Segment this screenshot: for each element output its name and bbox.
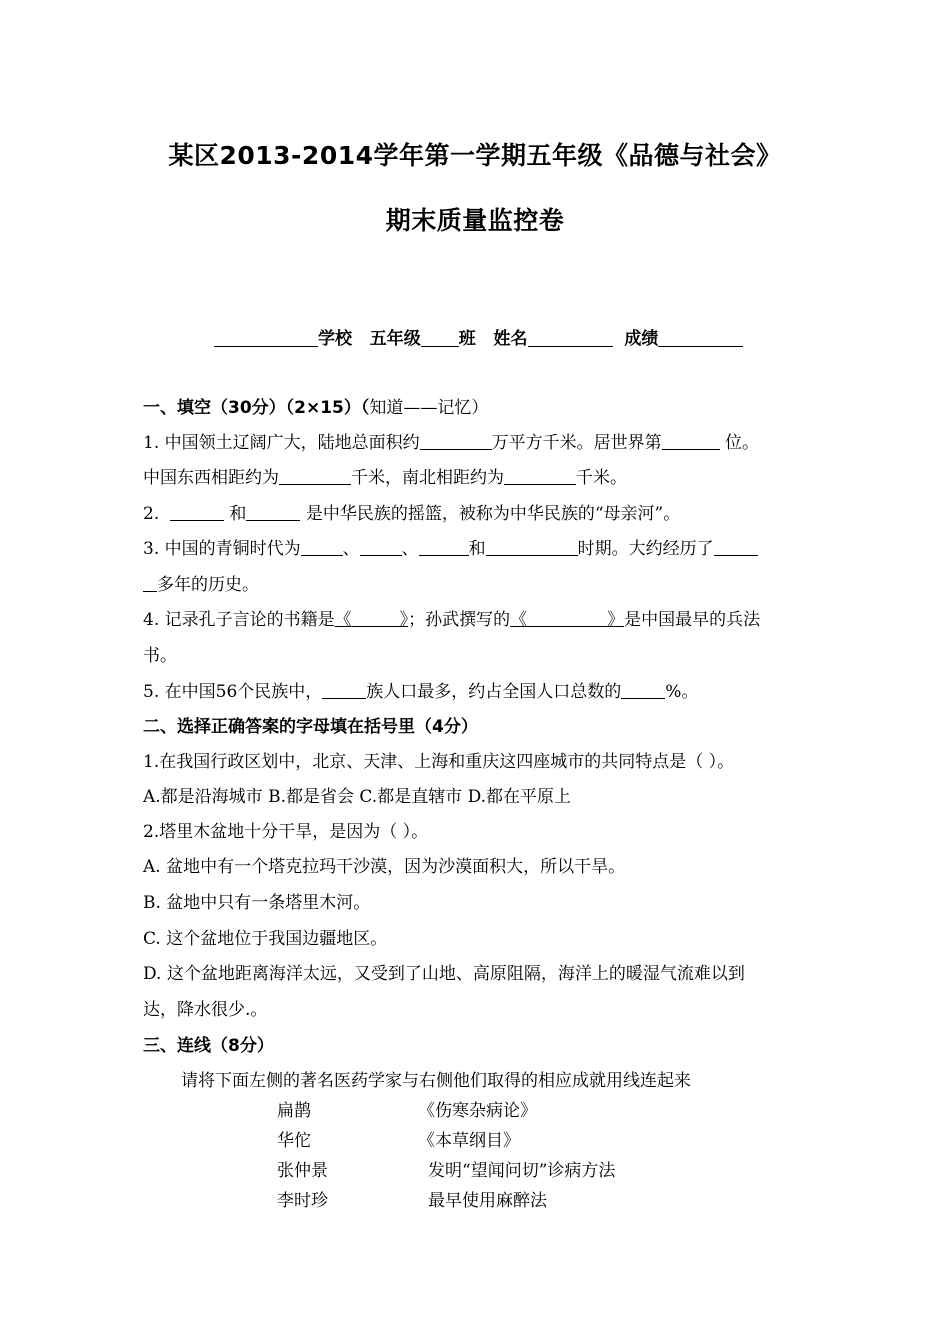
section2-heading: 二、选择正确答案的字母填在括号里（4分） [143, 717, 478, 737]
left-item[interactable]: 扁鹊 [277, 1101, 311, 1121]
q4-line1: 4. 记录孔子言论的书籍是《 》；孙武撰写的《 》是中国最早的兵法 [143, 610, 761, 630]
sec3-instruction: 请将下面左侧的著名医药学家与右侧他们取得的相应成就用线连起来 [181, 1071, 691, 1091]
q3-blank-years[interactable] [714, 538, 758, 556]
sec2-q1: 1.在我国行政区划中，北京、天津、上海和重庆这四座城市的共同特点是（ ）。 [143, 752, 735, 772]
name-label: 姓名 [493, 329, 528, 349]
left-item[interactable]: 华佗 [277, 1131, 311, 1151]
name-blank[interactable] [528, 328, 613, 347]
q3-blank-3[interactable] [419, 538, 469, 556]
section1-heading: 一、填空（30分）（2×15）（知道——记忆） [143, 398, 489, 418]
q1-line1: 1. 中国领土辽阔广大，陆地总面积约 万平方千米。居世界第 位。 [143, 433, 760, 453]
exam-title: 某区2013-2014学年第一学期五年级《品德与社会》 [168, 141, 782, 170]
school-label: 学校 [318, 329, 352, 349]
q4-blank-2[interactable] [527, 609, 607, 627]
q4-blank-1[interactable] [352, 609, 400, 627]
q4-line2: 书。 [143, 646, 177, 666]
q3-line2: 多年的历史。 [143, 574, 259, 596]
right-item[interactable]: 最早使用麻醉法 [428, 1191, 547, 1211]
sec2-q2-option-c: C. 这个盆地位于我国边疆地区。 [143, 929, 388, 949]
q5-blank-2[interactable] [621, 681, 665, 699]
section3-heading: 三、连线（8分） [143, 1036, 274, 1056]
score-label: 成绩 [624, 329, 659, 349]
q1-blank-rank[interactable] [662, 432, 720, 450]
exam-subtitle: 期末质量监控卷 [385, 206, 565, 235]
sec2-q2: 2.塔里木盆地十分干旱，是因为（ ）。 [143, 822, 429, 842]
sec2-q2-option-d-line1: D. 这个盆地距离海洋太远，又受到了山地、高原阻隔，海洋上的暖湿气流难以到 [143, 964, 745, 984]
q2-blank-1[interactable] [170, 503, 224, 521]
right-item[interactable]: 发明“望闻问切”诊病方法 [428, 1161, 616, 1181]
q3-blank-years-cont [143, 574, 157, 592]
left-item[interactable]: 张仲景 [277, 1161, 328, 1181]
q2-blank-2[interactable] [246, 503, 300, 521]
sec2-q1-options: A.都是沿海城市 B.都是省会 C.都是直辖市 D.都在平原上 [143, 787, 572, 807]
q1-blank-ns[interactable] [504, 467, 576, 485]
q3-blank-2[interactable] [360, 538, 402, 556]
q5-line: 5. 在中国56个民族中， 族人口最多，约占全国人口总数的 %。 [143, 682, 699, 702]
right-item[interactable]: 《伤寒杂病论》 [418, 1101, 537, 1121]
q1-blank-ew[interactable] [279, 467, 351, 485]
q5-blank-1[interactable] [322, 681, 366, 699]
q2-line: 2. 和 是中华民族的摇篮，被称为中华民族的“母亲河”。 [143, 504, 681, 524]
q3-blank-4[interactable] [486, 538, 578, 556]
q3-blank-1[interactable] [301, 538, 343, 556]
q1-blank-area[interactable] [420, 432, 492, 450]
sec2-q2-option-a: A. 盆地中有一个塔克拉玛干沙漠，因为沙漠面积大，所以干旱。 [143, 857, 626, 877]
class-blank[interactable] [421, 328, 459, 347]
q3-line1: 3. 中国的青铜时代为 、 、 和 时期。大约经历了 [143, 538, 758, 560]
score-blank[interactable] [658, 328, 743, 347]
right-item[interactable]: 《本草纲目》 [418, 1131, 520, 1151]
student-info-line [214, 324, 814, 349]
q1-line2: 中国东西相距约为 千米，南北相距约为 千米。 [143, 468, 627, 488]
grade-label: 五年级 [369, 329, 421, 349]
sec2-q2-option-b: B. 盆地中只有一条塔里木河。 [143, 893, 371, 913]
left-item[interactable]: 李时珍 [277, 1191, 328, 1211]
sec2-q2-option-d-line2: 达，降水很少.。 [143, 1000, 268, 1020]
school-blank[interactable] [214, 328, 318, 347]
class-label: 班 [458, 329, 476, 349]
